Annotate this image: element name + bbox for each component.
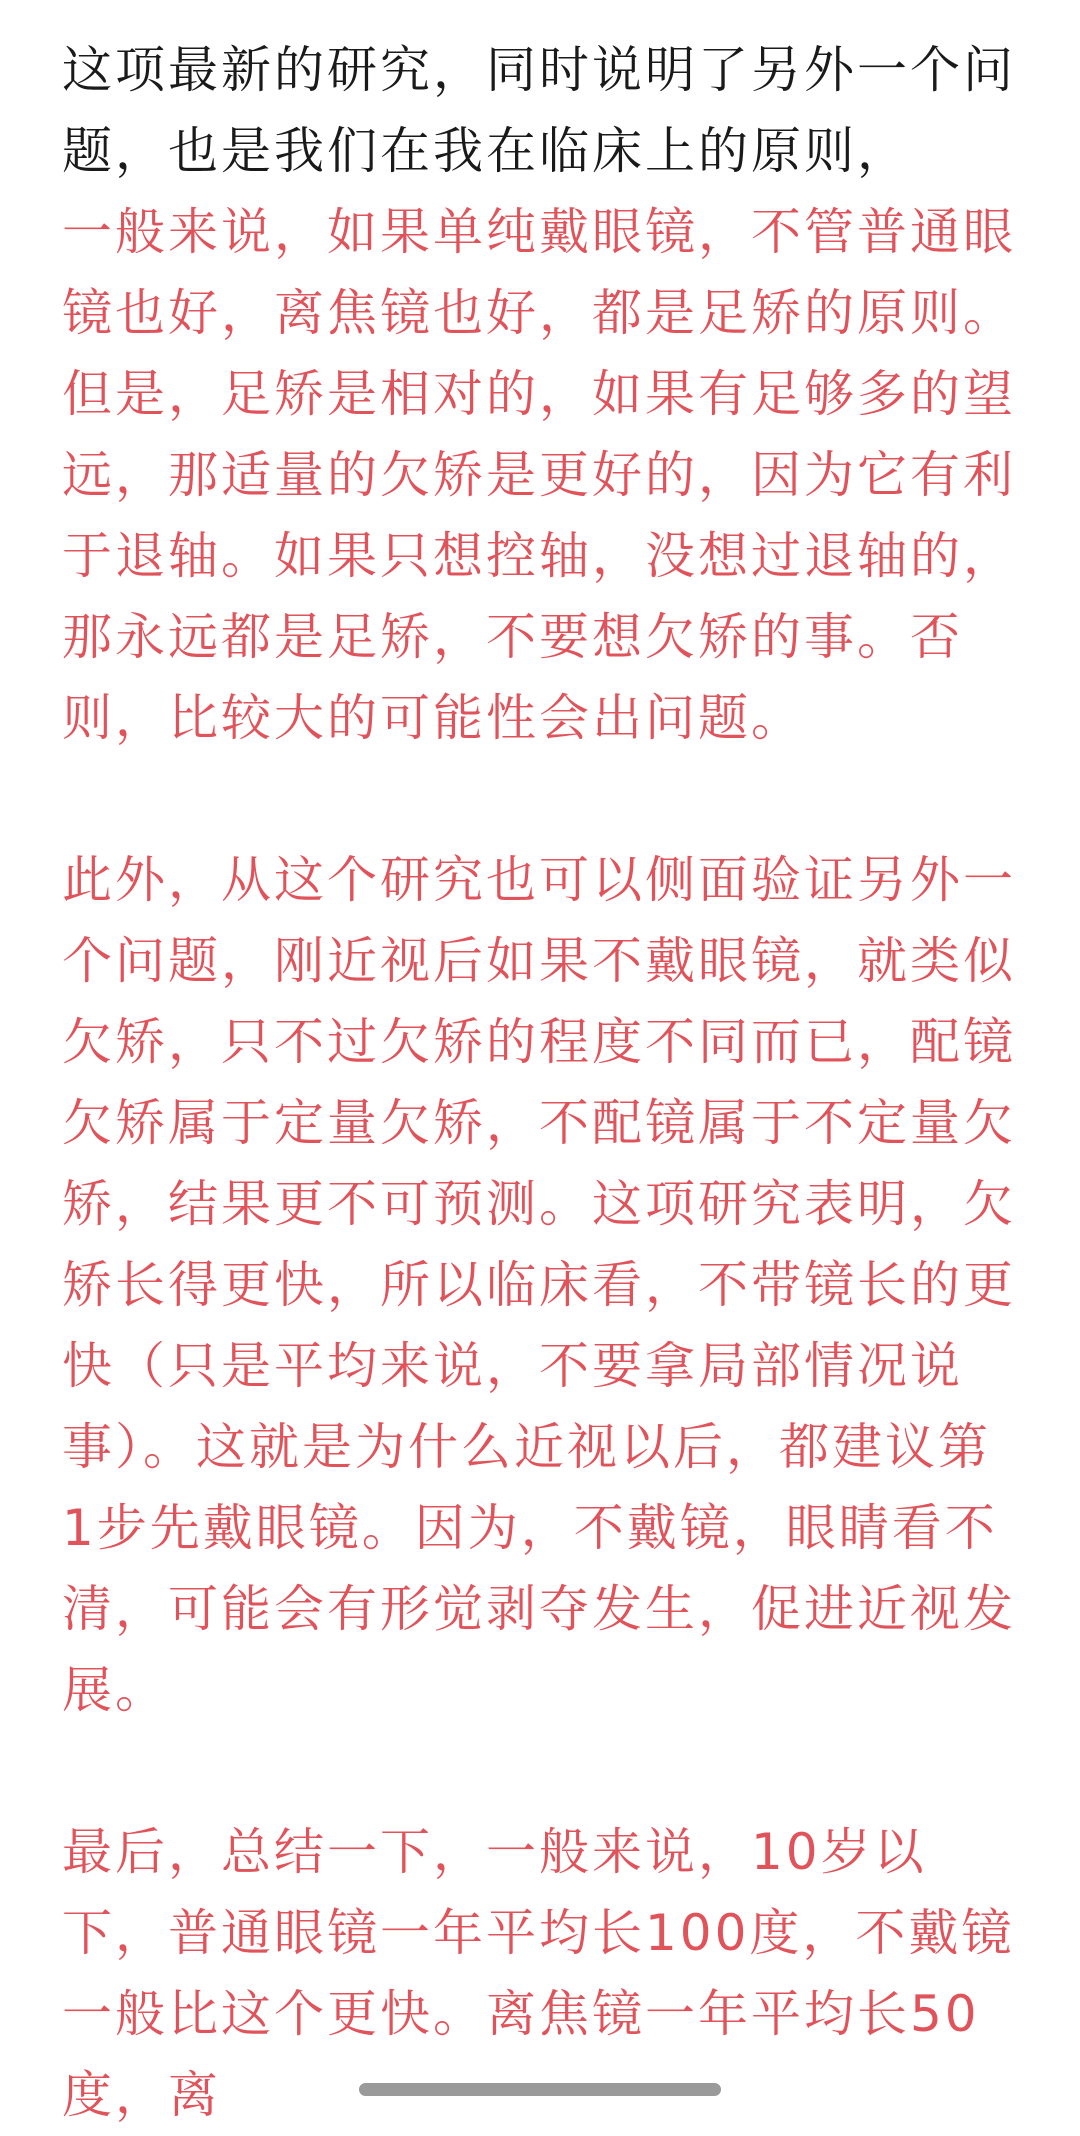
article-body [62,30,1022,2136]
side-evidence-paragraph: 此外，从这个研究也可以侧面验证另外一个问题，刚近视后如果不戴眼镜，就类似欠矫，只不过欠矫的程度不同而已，配镜欠矫属于定量欠矫，不配镜属于不定量欠矫，结果更不可预测。这项研究表明，欠矫长得更快，所以临床看，不带镜长的更快（只是平均来说，不要拿局部情况说事）。这就是为什么近视以后，都建议第1步先戴眼镜。因为，不戴镜，眼睛看不清，可能会有形觉剥夺发生，促进近视发展。 [62,851,1016,1719]
paragraph-spacer [62,759,1022,840]
home-indicator-bar[interactable] [359,2083,721,2096]
principle-paragraph: 一般来说，如果单纯戴眼镜，不管普通眼镜也好，离焦镜也好，都是足矫的原则。但是，足矫是相对的，如果有足够多的望远，那适量的欠矫是更好的，因为它有利于退轴。如果只想控轴，没想过退轴的，那永远都是足矫，不要想欠矫的事。否则，比较大的可能性会出问题。 [62,203,1016,747]
summary-paragraph: 最后，总结一下，一般来说，10岁以下，普通眼镜一年平均长100度，不戴镜一般比这个更快。离焦镜一年平均长50度，离 [62,1823,1015,2124]
intro-paragraph: 这项最新的研究，同时说明了另外一个问题，也是我们在我在临床上的原则， [62,41,1016,180]
paragraph-spacer [62,1731,1022,1812]
